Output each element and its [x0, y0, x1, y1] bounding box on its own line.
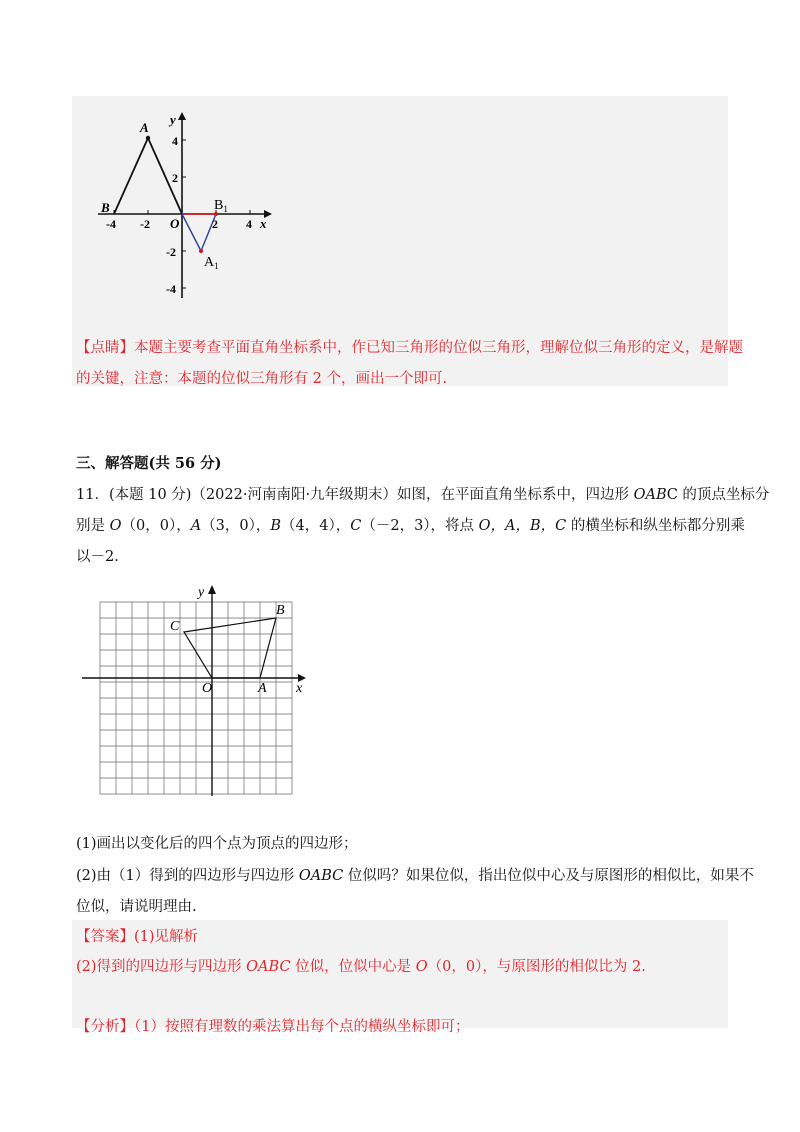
label-x: x: [260, 216, 267, 231]
tick-y-2: 2: [172, 171, 178, 185]
label-y: y: [170, 112, 176, 127]
label-y: y: [198, 585, 205, 600]
figure-quadrilateral-grid: [78, 582, 318, 802]
part-2: (2)由（1）得到的四边形与四边形 OABC 位似吗？如果位似，指出位似中心及与原图形的相似比，如果不: [76, 868, 754, 884]
label-A: A: [140, 120, 149, 135]
tick-x-4: 4: [246, 217, 252, 231]
note-line-1: 【点睛】本题主要考查平面直角坐标系中，作已知三角形的位似三角形，理解位似三角形的定义，是解题: [76, 340, 743, 356]
part-2-cont: 位似，请说明理由.: [76, 899, 197, 915]
y-arrow: [208, 585, 216, 594]
label-x: x: [296, 681, 303, 696]
label-O: O: [170, 216, 180, 231]
question-line-3: 以－2.: [76, 549, 119, 565]
tick-x-2: 2: [212, 217, 218, 231]
label-B: B: [101, 200, 110, 215]
analysis-line-1: 【分析】（1）按照有理数的乘法算出每个点的横纵坐标即可；: [76, 1019, 470, 1035]
part-1: (1)画出以变化后的四个点为顶点的四边形；: [76, 836, 358, 852]
quadrilateral-OABC: [184, 618, 276, 678]
segment-OA1: [182, 214, 201, 251]
label-C: C: [170, 619, 180, 634]
label-B: B: [276, 603, 285, 618]
label-A1: $A_1$: [204, 255, 219, 271]
question-line-2: 别是 O（0，0），A（3，0），B（4，4），C（－2，3），将点 O，A，B，C 的横坐标和纵坐标都分别乘: [76, 518, 745, 534]
answer-line-1: 【答案】(1)见解析: [76, 929, 199, 945]
tick-x-neg2: -2: [140, 217, 150, 231]
label-A: A: [258, 681, 267, 696]
answer-line-2: (2)得到的四边形与四边形 OABC 位似，位似中心是 O（0，0），与原图形的相似比为 2.: [76, 959, 646, 975]
note-line-2: 的关键，注意：本题的位似三角形有 2 个，画出一个即可.: [76, 371, 448, 387]
tick-x-neg4: -4: [106, 217, 116, 231]
y-arrow: [178, 112, 186, 120]
tick-y-4: 4: [172, 134, 178, 148]
tick-y-neg2: -2: [166, 245, 176, 259]
label-O: O: [202, 681, 213, 696]
figure-similar-triangles: [92, 108, 292, 308]
section-title: 三、解答题(共 56 分): [76, 455, 222, 472]
tick-y-neg4: -4: [166, 282, 176, 296]
label-B1: $B_1$: [214, 198, 228, 214]
question-line-1: 11．(本题 10 分)（2022·河南南阳·九年级期末）如图，在平面直角坐标系中，四边形 OABC 的顶点坐标分: [76, 487, 770, 503]
